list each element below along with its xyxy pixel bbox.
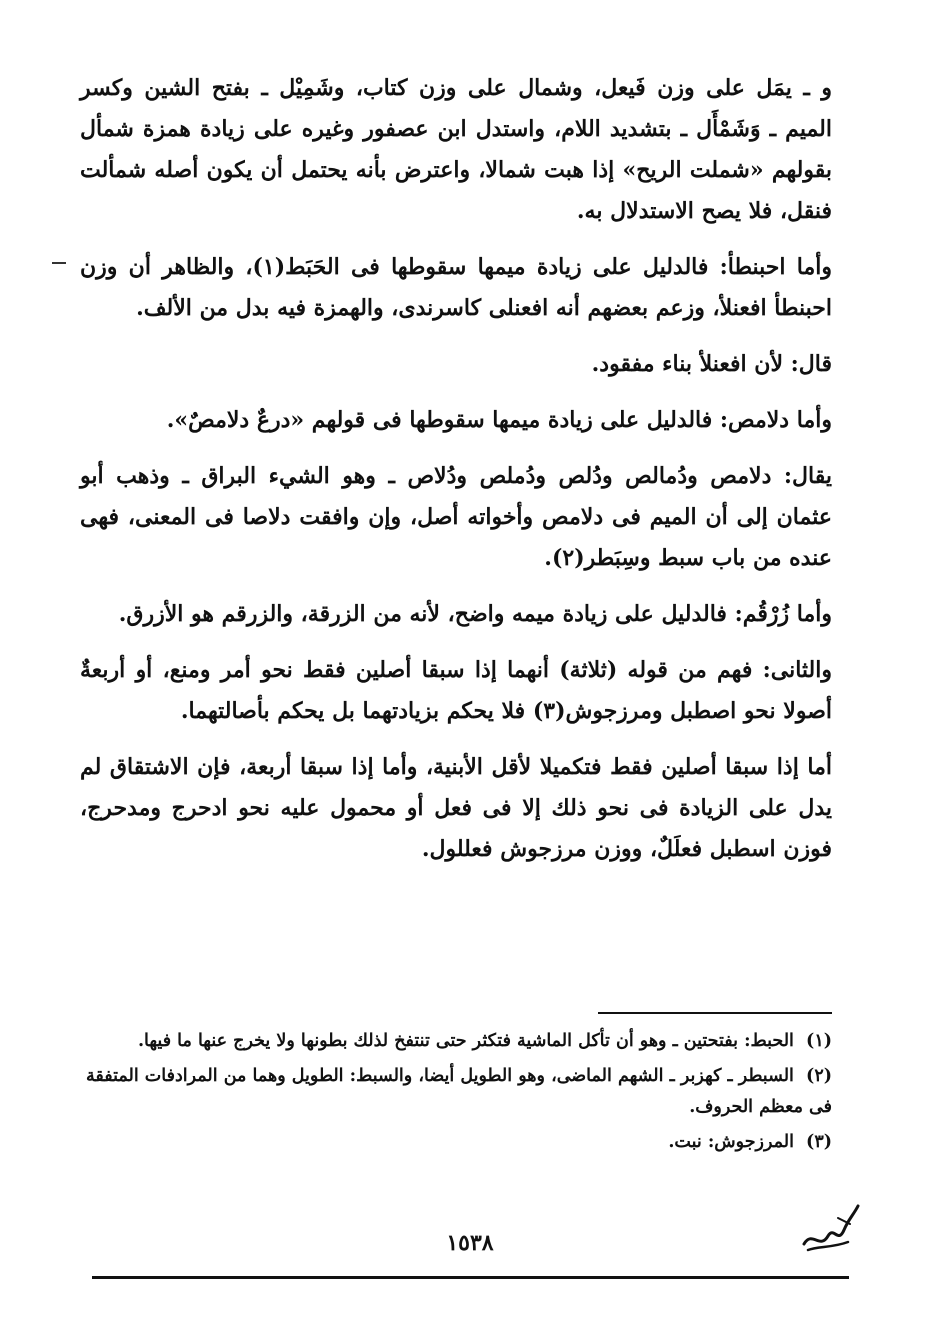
footnote-text: المرزجوش: نبت.: [668, 1132, 794, 1152]
margin-mark: [52, 262, 66, 264]
footnotes: [86, 1026, 832, 1162]
footnote: [86, 1026, 832, 1057]
paragraph: و ـ يمَل على وزن فَيعل، وشمال على وزن كتاب، وشَمِيْل ـ بفتح الشين وكسر الميم ـ وَشَمْأَل ـ بتشديد اللام، واستدل ابن عصفور وغيره على زيادة همزة شمأل بقولهم «شملت الريح» إذا هبت شمالا، واعترض بأنه يحتمل أن يكون أصله شمألت فنقل، فلا يصح الاستدلال به.: [80, 75, 832, 224]
footnote-separator: [598, 1012, 832, 1014]
footnote: [86, 1061, 832, 1123]
paragraph: قال: لأن افعنلأ بناء مفقود.: [591, 351, 832, 377]
footnote-text: الحبط: بفتحتين ـ وهو أن تأكل الماشية فتكثر حتى تنتفخ لذلك بطونها ولا يخرج عنها ما فيها.: [137, 1031, 794, 1051]
signature-icon: [798, 1200, 862, 1260]
paragraph: وأما دلامص: فالدليل على زيادة ميمها سقوطها فى قولهم «درعٌ دلامصٌ».: [166, 407, 832, 433]
paragraph: والثانى: فهم من قوله (ثلاثة) أنهما إذا سبقا أصلين فقط نحو أمر ومنع، أو أربعةٌ أصولا نحو اصطبل ومرزجوش(٣) فلا يحكم بزيادتهما بل يحكم بأصالتهما.: [80, 657, 832, 724]
paragraph: وأما زُرْقُم: فالدليل على زيادة ميمه واضح، لأنه من الزرقة، والزرقم هو الأزرق.: [118, 601, 832, 627]
footnote: [86, 1127, 832, 1158]
bottom-rule: [92, 1276, 849, 1279]
page-number: ١٥٣٨: [446, 1230, 494, 1256]
paragraph: وأما احبنطأ: فالدليل على زيادة ميمها سقوطها فى الحَبَط(١)، والظاهر أن وزن احبنطأ افعنلأ، وزعم بعضهم أنه افعنلى كاسرندى، والهمزة فيه بدل من الألف.: [80, 254, 832, 321]
paragraph: أما إذا سبقا أصلين فقط فتكميلا لأقل الأبنية، وأما إذا سبقا أربعة، فإن الاشتقاق لم يدل على الزيادة فى نحو ذلك إلا فى فعل أو محمول عليه نحو ادحرج ومدحرج، فوزن اسطبل فعلَلٌ، ووزن مرزجوش فعللول.: [80, 754, 832, 862]
main-text: [80, 68, 832, 885]
footnote-number: (٢): [806, 1066, 833, 1086]
footnote-number: (١): [806, 1031, 832, 1051]
footnote-number: (٣): [806, 1132, 832, 1152]
paragraph: يقال: دلامص ودُمالص ودُلص ودُملص ودُلاص ـ وهو الشيء البراق ـ وذهب أبو عثمان إلى أن الميم فى دلامص وأخواته أصل، وإن وافقت دلاصا فى المعنى، فهى عنده من باب سبط وسِبَطر(٢).: [80, 463, 832, 571]
footnote-text: السبطر ـ كهزبر ـ الشهم الماضى، وهو الطويل أيضا، والسبط: الطويل وهما من المرادفات المتفقة فى معظم الحروف.: [86, 1066, 832, 1117]
